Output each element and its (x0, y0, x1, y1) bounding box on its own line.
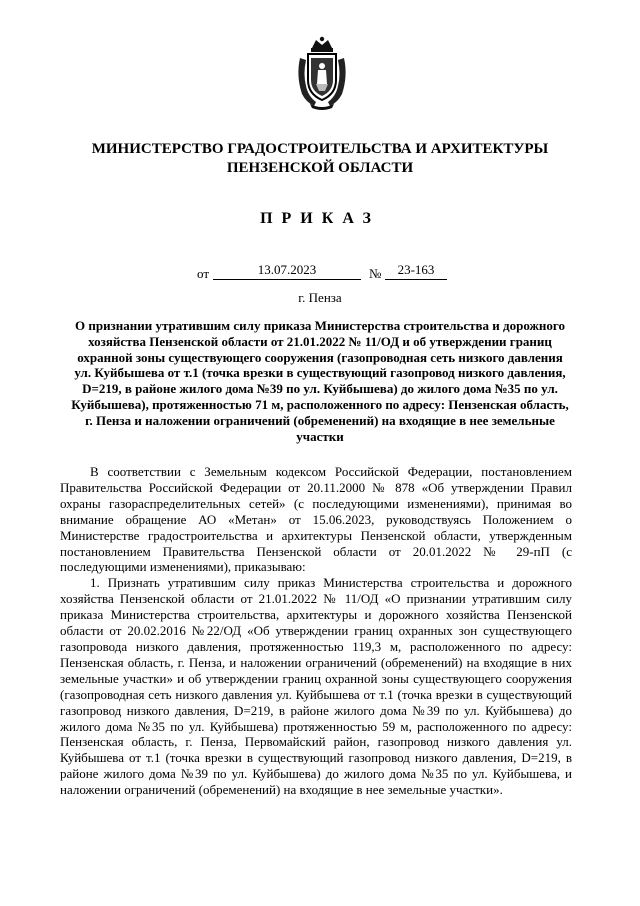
document-type: ПРИКАЗ (260, 210, 380, 227)
paragraph-item-1: 1. Признать утратившим силу приказ Министерства строительства и дорожного хозяйства Пензенской области от 21.01.2022 № 11/ОД «О признании утратившим силу приказа Министерства строительства, архитектуры и дорожного хозяйства Пензенской области от 20.02.2016 №22/ОД «Об утверждении границ охранных зон существующего газопровода низкого давления, протяженностью 119,3 м, расположенного по адресу: Пензенская область, г. Пенза, и наложении ограничений (обременений) на входящие в них земельные участки» и об утверждении границ охранной зоны существующего сооружения (газопроводная сеть низкого давления ул. Куйбышева от т.1 (точка врезки в существующий газопровод низкого давления, D=219, в районе жилого дома №39 по ул. Куйбышева) до жилого дома №35 по ул. Куйбышева) протяженностью 59 м, расположенного по адресу: Пензенская область, г. Пенза, Первомайский район, газопровод низкого давления ул. Куйбышева от т.1 (точка врезки в существующий газопровод низкого давления, D=219, в районе жилого дома №39 по ул. Куйбышева) до жилого дома №35 по ул. Куйбышева, и наложении ограничений (обременений) на входящие в нее земельные участки». (60, 575, 572, 798)
document-body (60, 464, 572, 798)
number-prefix: № (369, 266, 382, 281)
city: г. Пенза (298, 290, 342, 305)
document-title: О признании утратившим силу приказа Министерства строительства и дорожного хозяйства Пензенской области от 21.01.2022 № 11/ОД и об утверждении границ охранной зоны существующего сооружения (газопроводная сеть низкого давления ул. Куйбышева от т.1 (точка врезки в существующий газопровод низкого давления, D=219, в районе жилого дома №39 по ул. Куйбышева) до жилого дома №35 по ул. Куйбышева), протяженностью 71 м, расположенного по адресу: Пензенская область, г. Пенза и наложении ограничений (обременений) на входящие в нее земельные участки (71, 318, 569, 444)
paragraph-preamble: В соответствии с Земельным кодексом Российской Федерации, постановлением Правительства Российской Федерации от 20.11.2000 № 878 «Об утверждении Правил охраны газораспределительных сетей» (с последующими изменениями), принимая во внимание обращение АО «Метан» от 15.06.2023, руководствуясь Положением о Министерстве градостроительства и архитектуры Пензенской области, утвержденным постановлением Правительства Пензенской области от 20.01.2022 № 29-пП (с последующими изменениями), приказываю: (60, 464, 572, 575)
document-number: 23-163 (385, 262, 447, 280)
ministry-line-2: ПЕНЗЕНСКОЙ ОБЛАСТИ (226, 160, 414, 176)
ministry-line-1: МИНИСТЕРСТВО ГРАДОСТРОИТЕЛЬСТВА И АРХИТЕКТУРЫ (91, 141, 549, 157)
date-prefix: от (197, 266, 210, 281)
document-date: 13.07.2023 (213, 262, 361, 280)
date-number-line (0, 262, 640, 282)
coat-of-arms-icon (296, 36, 348, 110)
ministry-name (60, 140, 580, 178)
